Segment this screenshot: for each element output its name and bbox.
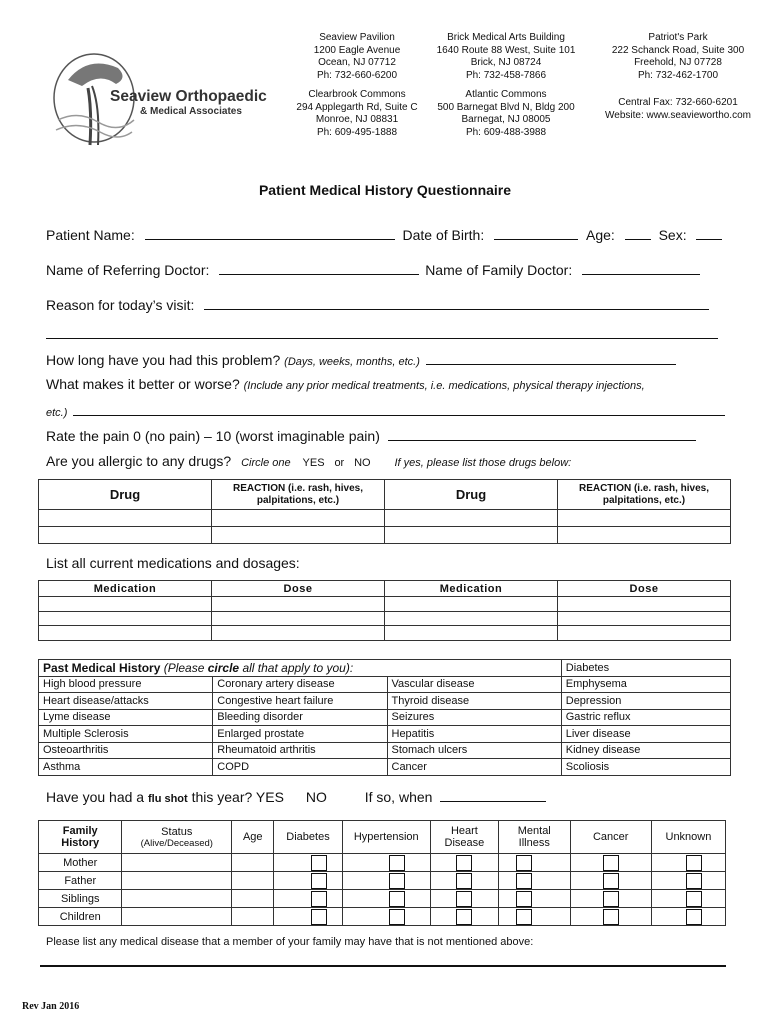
condition-option[interactable]: Thyroid disease (387, 693, 561, 710)
table-cell (342, 872, 430, 890)
office-phone: Ph: 609-488-3988 (465, 126, 547, 138)
pain-label: Rate the pain 0 (no pain) – 10 (worst imaginable pain) (46, 428, 380, 444)
better-worse-row (46, 376, 645, 392)
table-cell[interactable] (122, 854, 232, 872)
condition-option[interactable]: Osteoarthritis (39, 742, 213, 759)
condition-option[interactable]: Cancer (387, 759, 561, 776)
office-city: Freehold, NJ 07728 (634, 57, 722, 69)
better-worse-hint: (Include any prior medical treatments, i.e. medications, physical therapy injections, (243, 380, 645, 392)
checkbox[interactable] (516, 855, 532, 871)
pmh-circle-word: circle (207, 660, 240, 675)
allergy-no-option[interactable]: NO (354, 457, 371, 469)
how-long-row (46, 350, 676, 368)
age-header: Age (232, 821, 274, 854)
checkbox[interactable] (686, 873, 702, 889)
drug-header: Drug (39, 480, 212, 510)
table-cell[interactable] (385, 597, 558, 612)
checkbox[interactable] (686, 891, 702, 907)
diabetes-header: Diabetes (274, 821, 342, 854)
condition-option[interactable]: Heart disease/attacks (39, 693, 213, 710)
or-label: or (334, 457, 345, 469)
doctor-row (46, 260, 700, 278)
flu-when-field[interactable] (440, 787, 546, 802)
checkbox[interactable] (603, 891, 619, 907)
office-phone: Ph: 609-495-1888 (316, 126, 398, 138)
sex-label: Sex: (658, 227, 687, 243)
table-cell[interactable] (122, 908, 232, 926)
office-name: Patriot's Park (648, 32, 708, 43)
circle-one-hint: Circle one (241, 457, 291, 469)
checkbox[interactable] (686, 855, 702, 871)
family-member: Children (39, 908, 122, 926)
table-cell[interactable] (39, 510, 212, 527)
how-long-field[interactable] (426, 350, 676, 365)
table-cell[interactable] (212, 611, 385, 626)
checkbox[interactable] (311, 891, 327, 907)
checkbox[interactable] (456, 855, 472, 871)
table-cell[interactable] (385, 611, 558, 626)
checkbox[interactable] (686, 909, 702, 925)
medications-table (38, 580, 731, 641)
table-cell (651, 872, 725, 890)
medication-header: Medication (385, 581, 558, 597)
dob-label: Date of Birth: (402, 227, 485, 243)
condition-option[interactable]: COPD (213, 759, 387, 776)
pmh-title: Past Medical History (43, 660, 161, 675)
table-cell[interactable] (212, 626, 385, 641)
table-cell[interactable] (558, 626, 731, 641)
office-name: Atlantic Commons (465, 89, 547, 100)
pmh-hint: (Please (163, 660, 205, 675)
condition-option[interactable]: Emphysema (561, 676, 730, 693)
page-title: Patient Medical History Questionnaire (258, 182, 512, 198)
table-cell (274, 890, 342, 908)
family-member: Mother (39, 854, 122, 872)
if-yes-hint: If yes, please list those drugs below: (394, 457, 572, 469)
reason-label: Reason for today’s visit: (46, 297, 195, 313)
dob-field[interactable] (494, 225, 578, 240)
family-disease-field[interactable] (40, 965, 726, 967)
flu-no-option[interactable]: NO (305, 789, 327, 805)
table-cell[interactable] (385, 527, 558, 544)
condition-option[interactable]: Liver disease (561, 726, 730, 743)
table-cell[interactable] (39, 611, 212, 626)
office-street: 1640 Route 88 West, Suite 101 (436, 44, 576, 56)
table-cell (274, 908, 342, 926)
logo-subname: & Medical Associates (140, 106, 242, 117)
referring-doctor-field[interactable] (219, 260, 419, 275)
table-cell[interactable] (232, 872, 274, 890)
revision-label: Rev Jan 2016 (22, 1001, 80, 1012)
condition-option[interactable]: Stomach ulcers (387, 742, 561, 759)
patient-info-row (46, 225, 722, 243)
condition-option[interactable]: Gastric reflux (561, 709, 730, 726)
table-cell[interactable] (232, 854, 274, 872)
referring-doctor-label: Name of Referring Doctor: (46, 262, 210, 278)
past-medical-history-table (38, 659, 731, 776)
family-doctor-label: Name of Family Doctor: (425, 262, 573, 278)
office-city: Barnegat, NJ 08005 (461, 114, 551, 126)
age-field[interactable] (625, 225, 651, 240)
patient-name-field[interactable] (145, 225, 395, 240)
table-cell[interactable] (558, 510, 731, 527)
condition-option[interactable]: Seizures (387, 709, 561, 726)
reaction-header: REACTION (i.e. rash, hives, palpitations, etc.) (558, 480, 731, 510)
checkbox[interactable] (516, 891, 532, 907)
condition-option[interactable]: Kidney disease (561, 742, 730, 759)
office-ocean (290, 32, 424, 82)
age-label: Age: (585, 227, 615, 243)
checkbox[interactable] (603, 855, 619, 871)
table-cell (274, 854, 342, 872)
reason-row (46, 295, 709, 313)
office-name: Clearbrook Commons (308, 89, 406, 100)
etc-label: etc.) (46, 407, 68, 419)
office-city: Brick, NJ 08724 (470, 57, 542, 69)
condition-option[interactable]: Enlarged prostate (213, 726, 387, 743)
condition-option[interactable]: Vascular disease (387, 676, 561, 693)
pmh-title-cell (39, 660, 562, 677)
heart-disease-header: Heart Disease (430, 821, 498, 854)
table-cell (651, 908, 725, 926)
office-street: 500 Barnegat Blvd N, Bldg 200 (437, 101, 575, 113)
table-cell (430, 854, 498, 872)
office-freehold (596, 32, 760, 82)
condition-option[interactable]: Coronary artery disease (213, 676, 387, 693)
family-member: Siblings (39, 890, 122, 908)
flu-shot-label: flu shot (147, 793, 188, 805)
office-barnegat (428, 89, 584, 139)
condition-option[interactable]: Rheumatoid arthritis (213, 742, 387, 759)
office-name: Brick Medical Arts Building (447, 32, 565, 43)
central-contact (592, 97, 764, 122)
allergy-row (46, 453, 571, 469)
flu-when-label: If so, when (364, 789, 433, 805)
table-cell[interactable] (122, 872, 232, 890)
table-cell (570, 854, 651, 872)
allergy-label: Are you allergic to any drugs? (46, 453, 232, 469)
condition-option[interactable]: Multiple Sclerosis (39, 726, 213, 743)
office-city: Ocean, NJ 07712 (318, 57, 396, 69)
table-cell (274, 872, 342, 890)
office-monroe (286, 89, 428, 139)
checkbox[interactable] (603, 909, 619, 925)
pmh-hint2: all that apply to you): (242, 660, 354, 675)
family-disease-note: Please list any medical disease that a member of your family may have that is not mentioned above: (46, 936, 534, 948)
table-cell (342, 854, 430, 872)
table-cell[interactable] (385, 626, 558, 641)
table-cell[interactable] (122, 890, 232, 908)
medication-header: Medication (39, 581, 212, 597)
flu-yes-option[interactable]: this year? YES (191, 789, 284, 805)
family-doctor-field[interactable] (582, 260, 700, 275)
checkbox[interactable] (456, 891, 472, 907)
table-cell (651, 854, 725, 872)
how-long-label: How long have you had this problem? (46, 352, 281, 368)
family-history-header: Family History (39, 821, 122, 854)
status-header: Status (Alive/Deceased) (122, 821, 232, 854)
condition-option[interactable]: Scoliosis (561, 759, 730, 776)
checkbox[interactable] (311, 855, 327, 871)
office-phone: Ph: 732-660-6200 (316, 69, 398, 81)
reaction-header: REACTION (i.e. rash, hives, palpitations, etc.) (212, 480, 385, 510)
condition-option[interactable]: Diabetes (561, 660, 730, 677)
central-fax: Central Fax: 732-660-6201 (618, 97, 738, 108)
table-cell (498, 854, 570, 872)
office-street: 294 Applegarth Rd, Suite C (296, 101, 418, 113)
table-cell[interactable] (558, 597, 731, 612)
better-worse-row2 (46, 401, 725, 419)
checkbox[interactable] (603, 873, 619, 889)
practice-logo (48, 50, 278, 150)
better-worse-field[interactable] (73, 401, 725, 416)
office-phone: Ph: 732-462-1700 (637, 69, 719, 81)
table-cell[interactable] (39, 626, 212, 641)
family-member: Father (39, 872, 122, 890)
table-cell[interactable] (212, 510, 385, 527)
mental-illness-header: Mental Illness (498, 821, 570, 854)
checkbox[interactable] (389, 909, 405, 925)
family-history-table (38, 820, 726, 926)
dose-header: Dose (212, 581, 385, 597)
better-worse-label: What makes it better or worse? (46, 376, 240, 392)
table-cell (570, 890, 651, 908)
table-cell (498, 872, 570, 890)
table-cell[interactable] (232, 890, 274, 908)
unknown-header: Unknown (651, 821, 725, 854)
table-cell[interactable] (232, 908, 274, 926)
cancer-header: Cancer (570, 821, 651, 854)
condition-option[interactable]: Depression (561, 693, 730, 710)
medications-label: List all current medications and dosages: (46, 555, 300, 571)
checkbox[interactable] (456, 873, 472, 889)
how-long-hint: (Days, weeks, months, etc.) (284, 356, 420, 368)
condition-option[interactable]: Bleeding disorder (213, 709, 387, 726)
hypertension-header: Hypertension (342, 821, 430, 854)
reason-field-line2[interactable] (46, 338, 718, 339)
checkbox[interactable] (389, 855, 405, 871)
pain-row (46, 426, 696, 444)
checkbox[interactable] (516, 909, 532, 925)
table-cell (430, 908, 498, 926)
sex-field[interactable] (696, 225, 722, 240)
table-cell (651, 890, 725, 908)
table-cell (498, 890, 570, 908)
flu-shot-row (46, 787, 546, 805)
table-cell (342, 890, 430, 908)
condition-option[interactable]: Congestive heart failure (213, 693, 387, 710)
table-cell[interactable] (212, 597, 385, 612)
table-cell[interactable] (385, 510, 558, 527)
checkbox[interactable] (311, 909, 327, 925)
pain-field[interactable] (388, 426, 696, 441)
condition-option[interactable]: High blood pressure (39, 676, 213, 693)
table-cell (570, 908, 651, 926)
table-cell (570, 872, 651, 890)
table-cell (430, 872, 498, 890)
drug-header: Drug (385, 480, 558, 510)
table-cell[interactable] (558, 611, 731, 626)
checkbox[interactable] (311, 873, 327, 889)
table-cell (498, 908, 570, 926)
flu-label-pre: Have you had a (46, 789, 145, 805)
checkbox[interactable] (389, 873, 405, 889)
table-cell[interactable] (39, 527, 212, 544)
allergy-yes-option[interactable]: YES (302, 457, 325, 469)
logo-name: Seaview Orthopaedic (110, 88, 267, 105)
patient-name-label: Patient Name: (46, 227, 135, 243)
office-city: Monroe, NJ 08831 (315, 114, 399, 126)
website: Website: www.seavieworthо.com (605, 109, 751, 121)
table-cell[interactable] (558, 527, 731, 544)
office-brick (428, 32, 584, 82)
condition-option[interactable]: Hepatitis (387, 726, 561, 743)
office-street: 1200 Eagle Avenue (313, 44, 401, 56)
table-cell[interactable] (39, 597, 212, 612)
office-name: Seaview Pavilion (319, 32, 395, 43)
condition-option[interactable]: Lyme disease (39, 709, 213, 726)
reason-field[interactable] (204, 295, 709, 310)
office-street: 222 Schanck Road, Suite 300 (611, 44, 745, 56)
office-phone: Ph: 732-458-7866 (465, 69, 547, 81)
checkbox[interactable] (456, 909, 472, 925)
table-cell[interactable] (212, 527, 385, 544)
checkbox[interactable] (389, 891, 405, 907)
table-cell (430, 890, 498, 908)
condition-option[interactable]: Asthma (39, 759, 213, 776)
table-cell (342, 908, 430, 926)
drug-allergy-table (38, 479, 731, 544)
dose-header: Dose (558, 581, 731, 597)
checkbox[interactable] (516, 873, 532, 889)
